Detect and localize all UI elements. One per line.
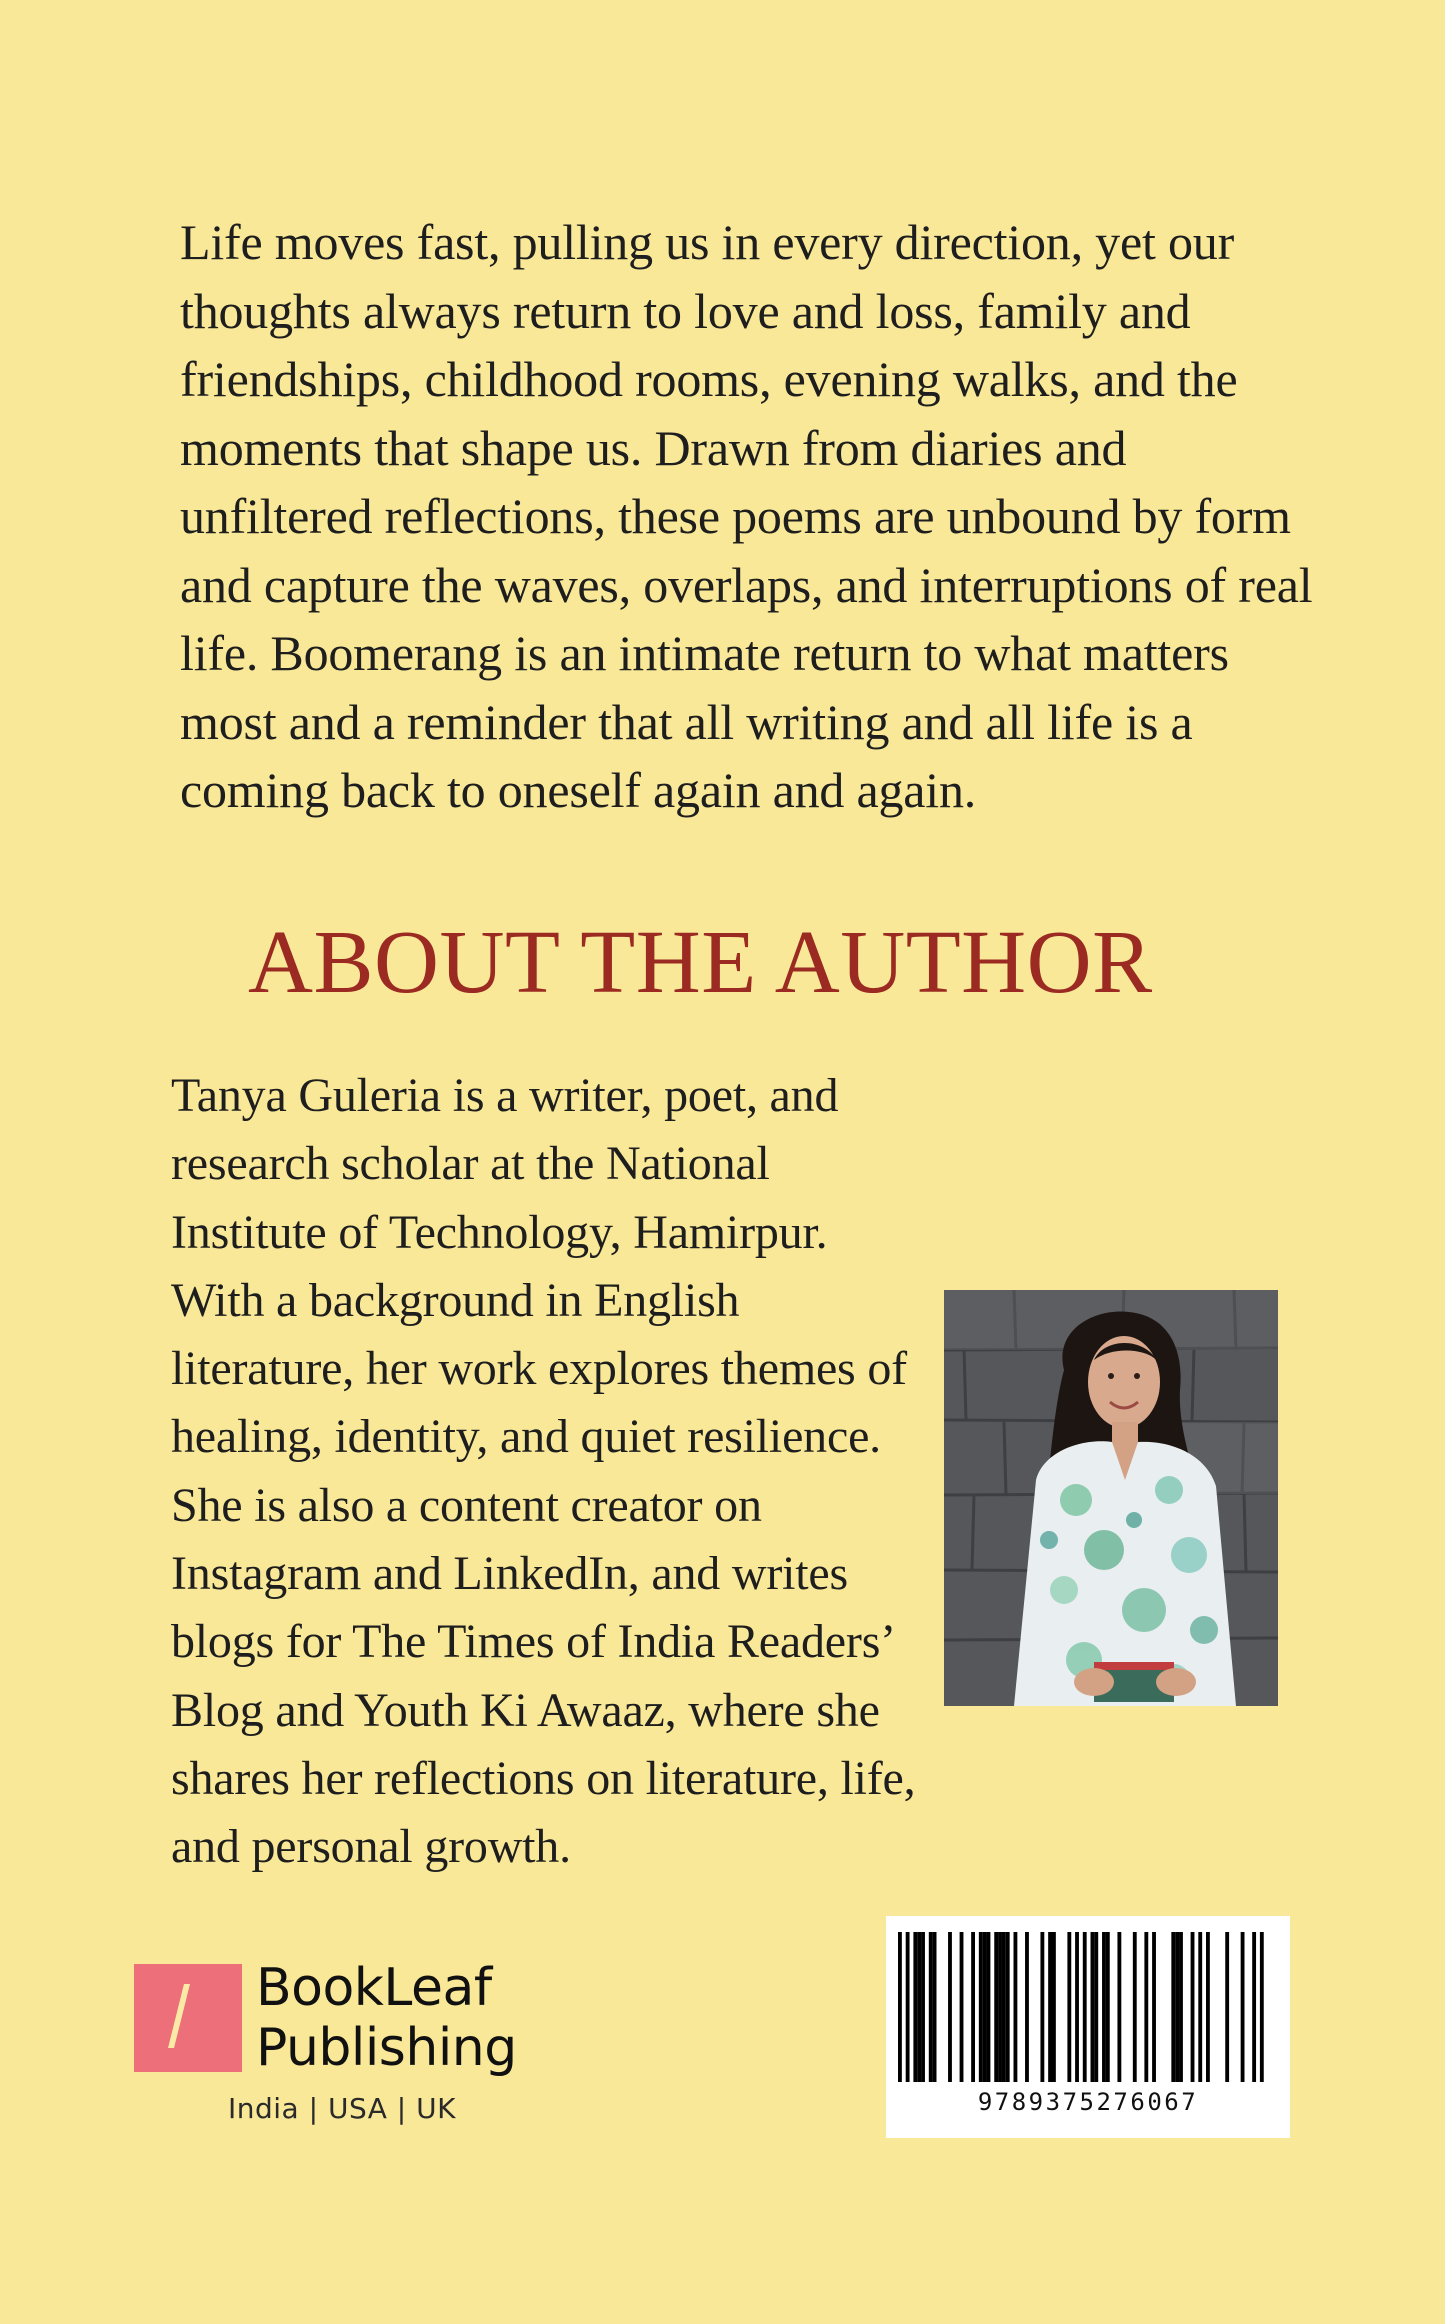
barcode-bar bbox=[1252, 1932, 1256, 2082]
barcode-bar bbox=[1260, 1932, 1264, 2082]
barcode-bar bbox=[1106, 1932, 1110, 2082]
barcode-bar bbox=[1171, 1932, 1175, 2082]
barcode-bar bbox=[1083, 1932, 1087, 2082]
bookleaf-logo bbox=[134, 1958, 534, 2084]
bio-line: literature, her work explores themes of bbox=[171, 1342, 907, 1396]
barcode-bar bbox=[1191, 1932, 1195, 2082]
bio-line: With a background in English bbox=[171, 1273, 740, 1327]
about-author-heading: ABOUT THE AUTHOR bbox=[248, 913, 1153, 1012]
barcode-bar bbox=[1048, 1932, 1052, 2082]
publisher-regions: India | USA | UK bbox=[228, 2092, 456, 2125]
isbn-barcode bbox=[886, 1916, 1290, 2138]
barcode-bar bbox=[929, 1932, 933, 2082]
blurb-line: thoughts always return to love and loss, family and bbox=[180, 282, 1191, 339]
barcode-bar bbox=[906, 1932, 910, 2082]
barcode-bar bbox=[917, 1932, 921, 2082]
barcode-bar bbox=[1206, 1932, 1210, 2082]
barcode-bar bbox=[1225, 1932, 1229, 2082]
barcode-bar bbox=[994, 1932, 998, 2082]
book-blurb bbox=[180, 208, 1360, 825]
barcode-bar bbox=[1025, 1932, 1029, 2082]
barcode-bar bbox=[1014, 1932, 1018, 2082]
author-photo bbox=[944, 1290, 1278, 1706]
barcode-bar bbox=[1241, 1932, 1245, 2082]
barcode-bar bbox=[921, 1932, 925, 2082]
bio-line: shares her reflections on literature, life, bbox=[171, 1751, 916, 1805]
barcode-bar bbox=[1052, 1932, 1056, 2082]
bio-line: and personal growth. bbox=[171, 1820, 571, 1874]
blurb-line: Life moves fast, pulling us in every direction, yet our bbox=[180, 214, 1235, 270]
barcode-bar bbox=[1094, 1932, 1098, 2082]
barcode-bar bbox=[1040, 1932, 1044, 2082]
barcode-bar bbox=[1152, 1932, 1156, 2082]
publisher-name-line2: Publishing bbox=[256, 2018, 517, 2078]
barcode-bar bbox=[913, 1932, 917, 2082]
isbn-number: 9789375276067 bbox=[977, 2088, 1199, 2116]
barcode-bar bbox=[1144, 1932, 1148, 2082]
barcode-bar bbox=[1067, 1932, 1071, 2082]
blurb-line: moments that shape us. Drawn from diaries and bbox=[180, 419, 1127, 476]
barcode-bar bbox=[1075, 1932, 1079, 2082]
barcode-bar bbox=[1006, 1932, 1010, 2082]
barcode-bar bbox=[971, 1932, 975, 2082]
barcode-bar bbox=[979, 1932, 983, 2082]
barcode-bar bbox=[960, 1932, 964, 2082]
blurb-line: most and a reminder that all writing and all life is a bbox=[180, 693, 1193, 750]
barcode-bar bbox=[1179, 1932, 1183, 2082]
bio-line: Blog and Youth Ki Awaaz, where she bbox=[171, 1683, 880, 1737]
blurb-line: coming back to oneself again and again. bbox=[180, 762, 977, 818]
barcode-bar bbox=[1117, 1932, 1121, 2082]
barcode-bar bbox=[1133, 1932, 1137, 2082]
barcode-bar bbox=[1091, 1932, 1095, 2082]
slash-icon bbox=[168, 1984, 190, 2048]
barcode-bar bbox=[983, 1932, 987, 2082]
blurb-line: and capture the waves, overlaps, and interruptions of real bbox=[180, 556, 1313, 613]
bio-line: Institute of Technology, Hamirpur. bbox=[171, 1205, 828, 1259]
barcode-bar bbox=[987, 1932, 991, 2082]
bio-line: Tanya Guleria is a writer, poet, and bbox=[171, 1069, 839, 1122]
bio-line: blogs for The Times of India Readers’ bbox=[171, 1615, 896, 1669]
barcode-bars bbox=[886, 1916, 1290, 2086]
barcode-bar bbox=[1198, 1932, 1202, 2082]
author-bio bbox=[171, 1062, 951, 1882]
barcode-bar bbox=[898, 1932, 902, 2082]
publisher-name-line1: BookLeaf bbox=[256, 1958, 492, 2018]
bio-line: healing, identity, and quiet resilience. bbox=[171, 1410, 881, 1464]
barcode-bar bbox=[1002, 1932, 1006, 2082]
barcode-bar bbox=[933, 1932, 937, 2082]
bio-line: She is also a content creator on bbox=[171, 1478, 762, 1532]
barcode-bar bbox=[1102, 1932, 1106, 2082]
blurb-line: friendships, childhood rooms, evening walks, and the bbox=[180, 351, 1238, 407]
blurb-line: unfiltered reflections, these poems are unbound by form bbox=[180, 488, 1291, 544]
barcode-bar bbox=[1175, 1932, 1179, 2082]
barcode-bar bbox=[998, 1932, 1002, 2082]
blurb-line: life. Boomerang is an intimate return to what matters bbox=[180, 625, 1229, 681]
bio-line: Instagram and LinkedIn, and writes bbox=[171, 1547, 848, 1601]
barcode-bar bbox=[948, 1932, 952, 2082]
publisher-name bbox=[256, 1958, 517, 2078]
bookleaf-logo-mark bbox=[134, 1964, 242, 2072]
bio-line: research scholar at the National bbox=[171, 1137, 770, 1191]
